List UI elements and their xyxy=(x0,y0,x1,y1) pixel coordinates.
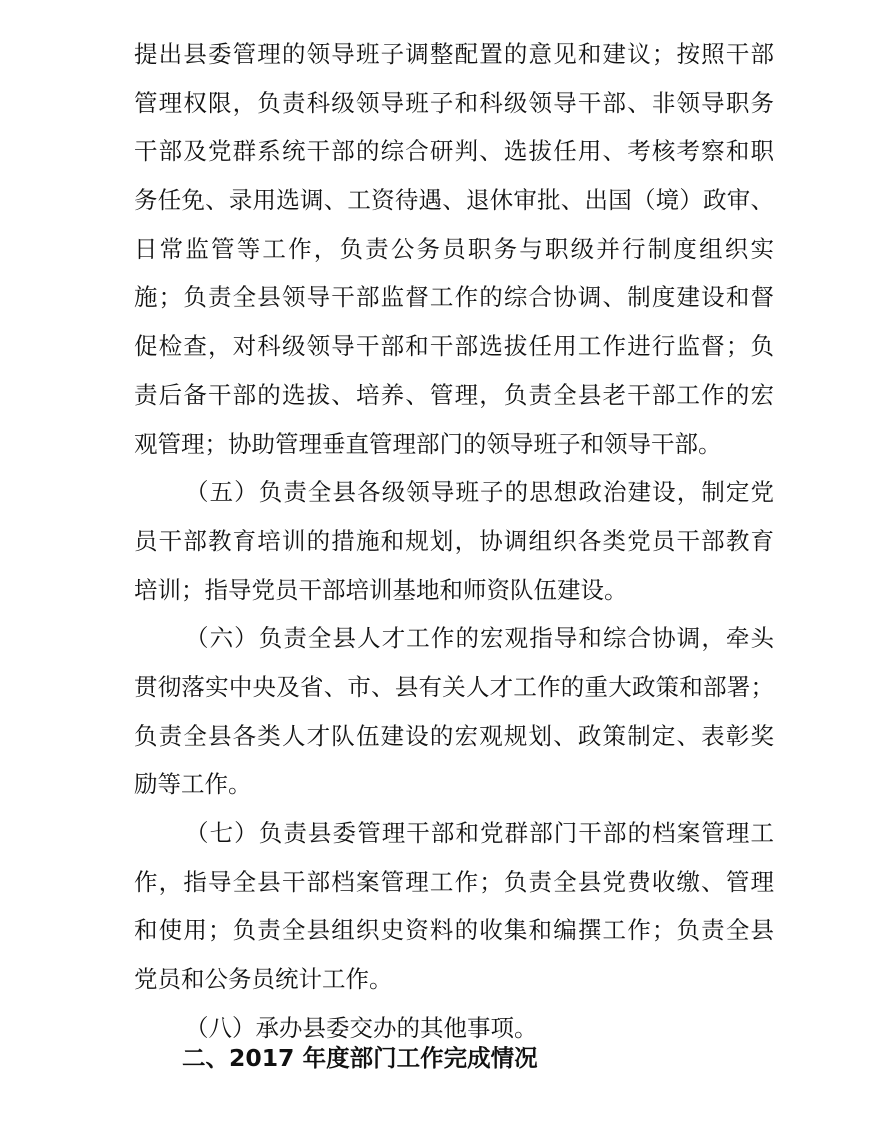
text-line: 促检查，对科级领导干部和干部选拔任用工作进行监督；负 xyxy=(134,332,774,361)
text-line: 和使用；负责全县组织史资料的收集和编撰工作；负责全县 xyxy=(134,916,774,945)
text-line: （六）负责全县人才工作的宏观指导和综合协调，牵头 xyxy=(185,624,774,653)
text-line: 贯彻落实中央及省、市、县有关人才工作的重大政策和部署； xyxy=(134,672,774,701)
text-line: 励等工作。 xyxy=(134,770,252,799)
text-line: 日常监管等工作，负责公务员职务与职级并行制度组织实 xyxy=(134,234,774,263)
body-text xyxy=(134,30,774,1052)
text-line: 员干部教育培训的措施和规划，协调组织各类党员干部教育 xyxy=(134,526,774,555)
text-line: （八）承办县委交办的其他事项。 xyxy=(185,1013,538,1042)
text-line: 观管理；协助管理垂直管理部门的领导班子和领导干部。 xyxy=(134,429,722,458)
section-heading: 二、2017 年度部门工作完成情况 xyxy=(182,1044,538,1072)
text-line: 提出县委管理的领导班子调整配置的意见和建议；按照干部 xyxy=(134,40,774,68)
text-line: 培训；指导党员干部培训基地和师资队伍建设。 xyxy=(134,575,628,604)
text-line: （五）负责全县各级领导班子的思想政治建设，制定党 xyxy=(185,478,774,507)
text-line: 作，指导全县干部档案管理工作；负责全县党费收缴、管理 xyxy=(134,867,774,896)
paragraph-duties-continued xyxy=(134,30,774,468)
paragraph-item-7 xyxy=(134,809,774,1004)
paragraph-item-5 xyxy=(134,468,774,614)
text-line: 干部及党群系统干部的综合研判、选拔任用、考核考察和职 xyxy=(134,137,774,166)
text-line: 责后备干部的选拔、培养、管理，负责全县老干部工作的宏 xyxy=(134,380,774,409)
text-line: （七）负责县委管理干部和党群部门干部的档案管理工 xyxy=(185,819,774,847)
paragraph-item-6 xyxy=(134,614,774,809)
text-line: 施；负责全县领导干部监督工作的综合协调、制度建设和督 xyxy=(134,283,774,312)
text-line: 管理权限，负责科级领导班子和科级领导干部、非领导职务 xyxy=(134,88,774,117)
text-line: 负责全县各类人才队伍建设的宏观规划、政策制定、表彰奖 xyxy=(134,721,774,750)
text-line: 务任免、录用选调、工资待遇、退休审批、出国（境）政审、 xyxy=(134,186,774,215)
text-line: 党员和公务员统计工作。 xyxy=(134,965,393,994)
